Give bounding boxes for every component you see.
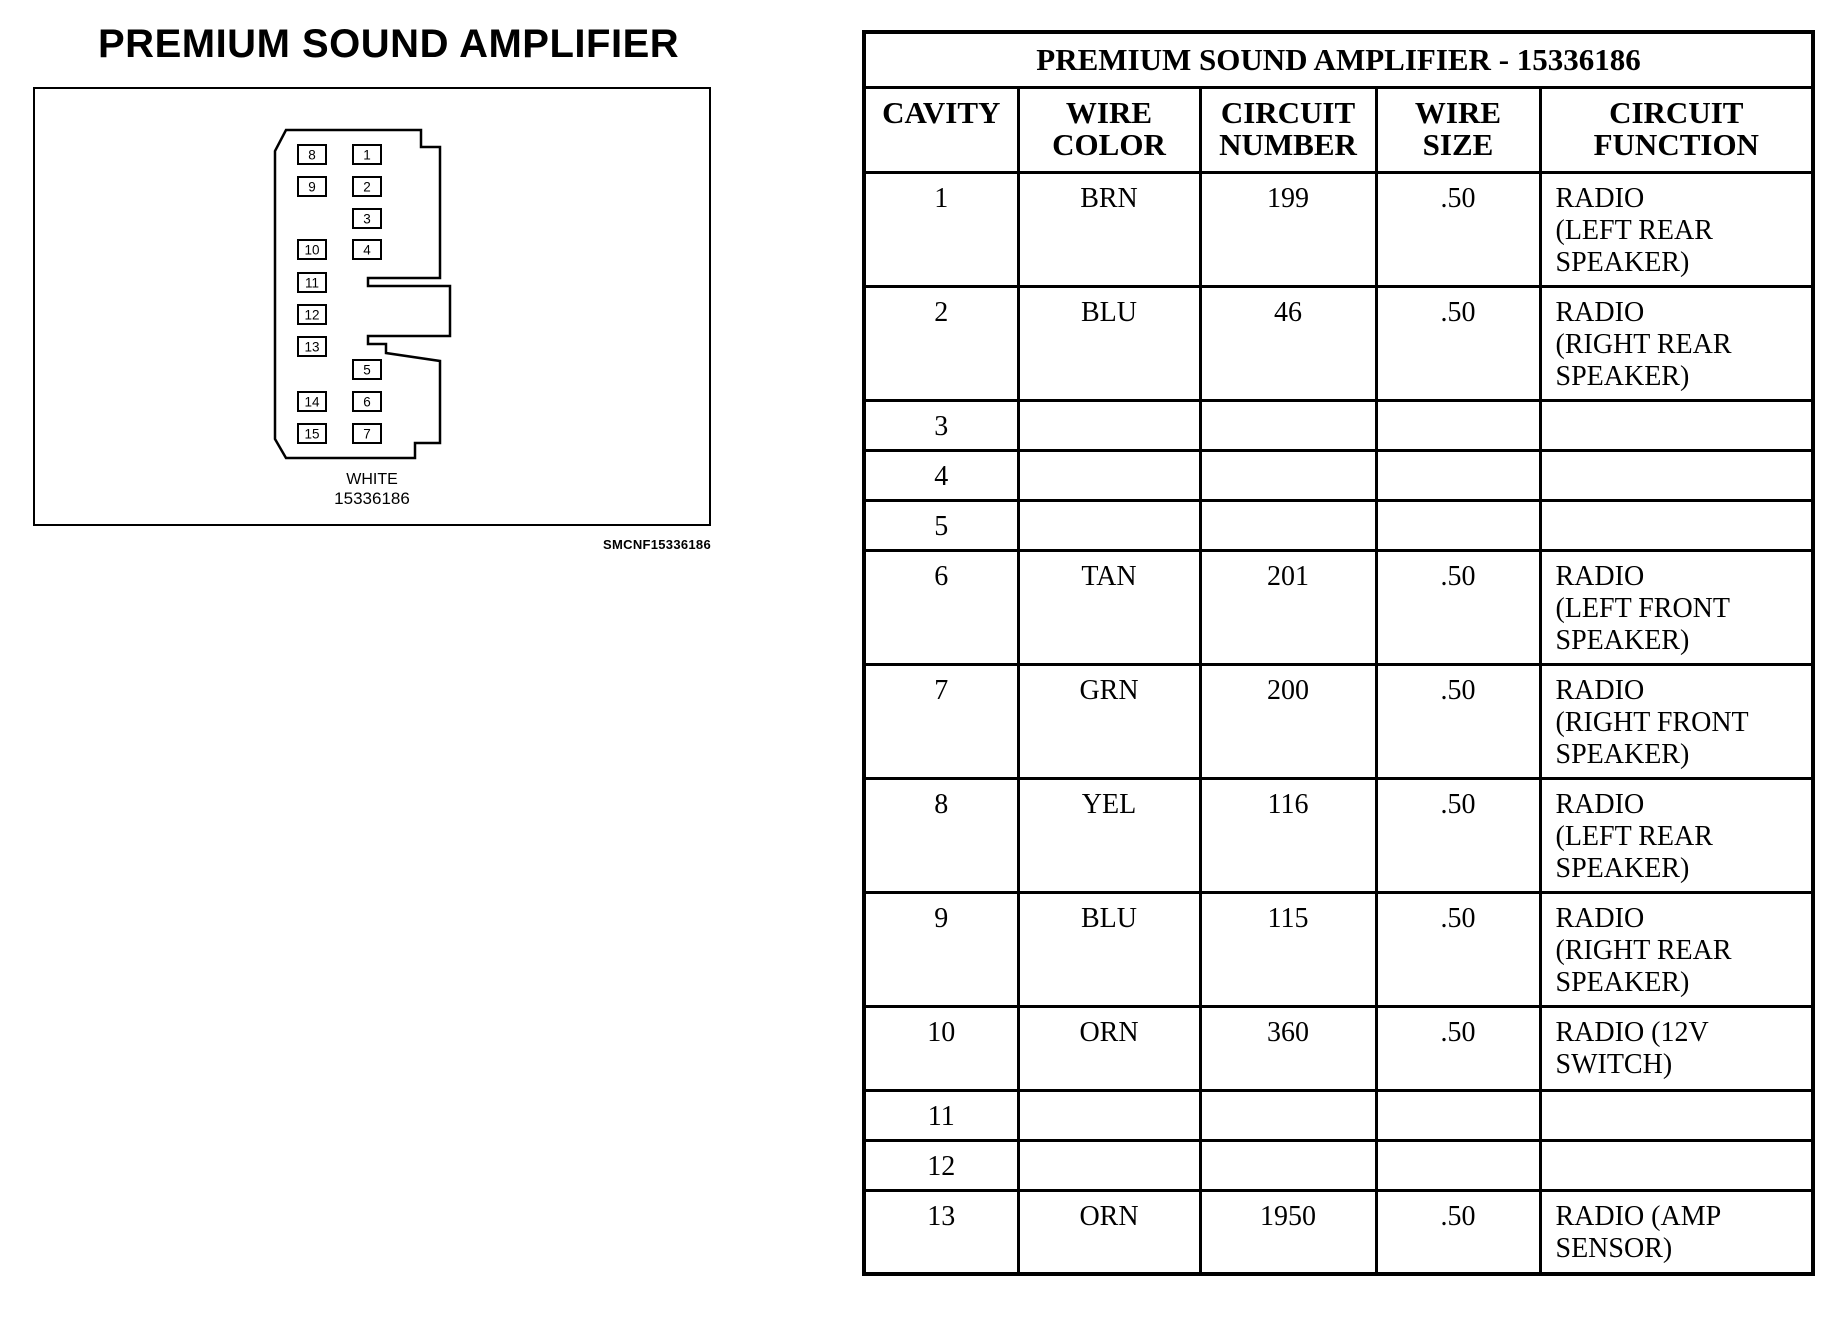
table-row [864,892,1813,1006]
cell-cavity: 3 [864,400,1018,450]
circuit-function-line: RADIO (AMP [1555,1200,1722,1232]
connector-part-number: 15336186 [334,489,410,508]
table-row [864,450,1813,500]
table-row [864,1190,1813,1274]
cell-circuit-number [1200,1140,1376,1190]
table-row [864,1006,1813,1090]
table-row [864,500,1813,550]
cell-wire-color: BRN [1018,172,1200,286]
cell-cavity: 8 [864,778,1018,892]
cell-circuit-number [1200,500,1376,550]
cell-circuit-number: 1950 [1200,1190,1376,1274]
cell-circuit-number: 199 [1200,172,1376,286]
cell-circuit-function [1540,664,1813,778]
cell-circuit-number [1200,400,1376,450]
circuit-function-line: RADIO [1555,296,1645,328]
cavity-number-label: 4 [363,242,371,258]
circuit-function-line: RADIO [1555,560,1645,592]
cavity-number-label: 8 [308,147,316,163]
cell-circuit-function [1540,1190,1813,1274]
cell-wire-size: .50 [1376,892,1540,1006]
cell-circuit-number [1200,450,1376,500]
cell-cavity: 7 [864,664,1018,778]
diagram-title: PREMIUM SOUND AMPLIFIER [98,22,680,66]
cell-cavity: 2 [864,286,1018,400]
cavity-number-label: 1 [363,147,371,163]
cell-wire-size [1376,450,1540,500]
cell-circuit-number: 360 [1200,1006,1376,1090]
cell-circuit-function [1540,400,1813,450]
table-row [864,1140,1813,1190]
cell-wire-color: BLU [1018,892,1200,1006]
cell-wire-color: GRN [1018,664,1200,778]
header-circuit-number: CIRCUIT NUMBER [1200,87,1376,172]
cell-cavity: 6 [864,550,1018,664]
pinout-table-body [864,172,1813,1274]
cavity-number-label: 6 [363,394,371,410]
circuit-function-line: SPEAKER) [1555,360,1690,392]
circuit-function-line: SPEAKER) [1555,966,1690,998]
cavity-number-label: 7 [363,426,371,442]
circuit-function-line: SENSOR) [1555,1232,1673,1264]
circuit-function-line: (RIGHT REAR [1555,328,1732,360]
figure-reference-code: SMCNF15336186 [603,537,711,552]
circuit-function-line: SPEAKER) [1555,246,1690,278]
cell-circuit-number: 116 [1200,778,1376,892]
cell-circuit-function [1540,550,1813,664]
header-cavity: CAVITY [864,87,1018,172]
cell-circuit-function [1540,778,1813,892]
cell-wire-color: BLU [1018,286,1200,400]
table-row [864,172,1813,286]
cavity-number-label: 3 [363,211,371,227]
cell-circuit-number: 200 [1200,664,1376,778]
circuit-function-line: RADIO [1555,902,1645,934]
circuit-function-line: RADIO (12V [1555,1016,1709,1048]
table-row [864,1090,1813,1140]
cell-circuit-function [1540,1090,1813,1140]
cell-wire-size: .50 [1376,664,1540,778]
cell-circuit-number: 201 [1200,550,1376,664]
cavity-number-label: 10 [304,242,320,258]
cell-wire-size: .50 [1376,172,1540,286]
pinout-table [862,30,1815,1276]
cell-circuit-function [1540,450,1813,500]
cell-circuit-function [1540,286,1813,400]
circuit-function-line: (LEFT REAR [1555,820,1713,852]
cavity-number-label: 14 [304,394,320,410]
cavity-number-label: 15 [304,426,320,442]
table-row [864,286,1813,400]
connector-color-label: WHITE [346,471,398,488]
cell-wire-size [1376,500,1540,550]
table-row [864,550,1813,664]
circuit-function-line: RADIO [1555,788,1645,820]
cavity-number-label: 11 [304,275,320,291]
cell-wire-color: YEL [1018,778,1200,892]
table-row [864,778,1813,892]
cell-cavity: 5 [864,500,1018,550]
cell-cavity: 13 [864,1190,1018,1274]
cell-wire-color [1018,500,1200,550]
circuit-function-line: SPEAKER) [1555,852,1690,884]
cell-wire-color: ORN [1018,1006,1200,1090]
table-row [864,400,1813,450]
cell-wire-size [1376,1090,1540,1140]
cavity-number-label: 13 [304,339,320,355]
cell-wire-color [1018,400,1200,450]
cell-circuit-function [1540,1140,1813,1190]
cell-cavity: 12 [864,1140,1018,1190]
cell-wire-size [1376,1140,1540,1190]
cavity-number-label: 12 [304,307,320,323]
cell-cavity: 10 [864,1006,1018,1090]
cell-circuit-number [1200,1090,1376,1140]
cell-wire-size: .50 [1376,1190,1540,1274]
cell-wire-size: .50 [1376,1006,1540,1090]
circuit-function-line: (RIGHT REAR [1555,934,1732,966]
cell-wire-size: .50 [1376,778,1540,892]
cell-cavity: 4 [864,450,1018,500]
header-wire-size: WIRE SIZE [1376,87,1540,172]
table-title: PREMIUM SOUND AMPLIFIER - 15336186 [864,32,1813,87]
header-circuit-function: CIRCUIT FUNCTION [1540,87,1813,172]
circuit-function-line: SPEAKER) [1555,738,1690,770]
cell-wire-color [1018,1090,1200,1140]
circuit-function-line: (RIGHT FRONT [1555,706,1749,738]
cell-circuit-function [1540,892,1813,1006]
cell-wire-color [1018,1140,1200,1190]
cavity-number-label: 9 [308,179,316,195]
cavity-number-label: 5 [363,362,371,378]
cell-wire-size [1376,400,1540,450]
cell-circuit-function [1540,1006,1813,1090]
table-row [864,664,1813,778]
circuit-function-line: RADIO [1555,674,1645,706]
cell-wire-size: .50 [1376,286,1540,400]
cell-circuit-function [1540,172,1813,286]
cell-wire-color: TAN [1018,550,1200,664]
circuit-function-line: SWITCH) [1555,1048,1673,1080]
cavity-number-label: 2 [363,179,371,195]
cell-cavity: 9 [864,892,1018,1006]
cell-circuit-function [1540,500,1813,550]
cell-circuit-number: 115 [1200,892,1376,1006]
header-wire-color: WIRE COLOR [1018,87,1200,172]
cell-cavity: 1 [864,172,1018,286]
cell-wire-color [1018,450,1200,500]
cell-cavity: 11 [864,1090,1018,1140]
cell-wire-color: ORN [1018,1190,1200,1274]
cavity-boxes [298,145,381,443]
cell-circuit-number: 46 [1200,286,1376,400]
circuit-function-line: RADIO [1555,182,1645,214]
circuit-function-line: SPEAKER) [1555,624,1690,656]
circuit-function-line: (LEFT REAR [1555,214,1713,246]
cell-wire-size: .50 [1376,550,1540,664]
circuit-function-line: (LEFT FRONT [1555,592,1730,624]
